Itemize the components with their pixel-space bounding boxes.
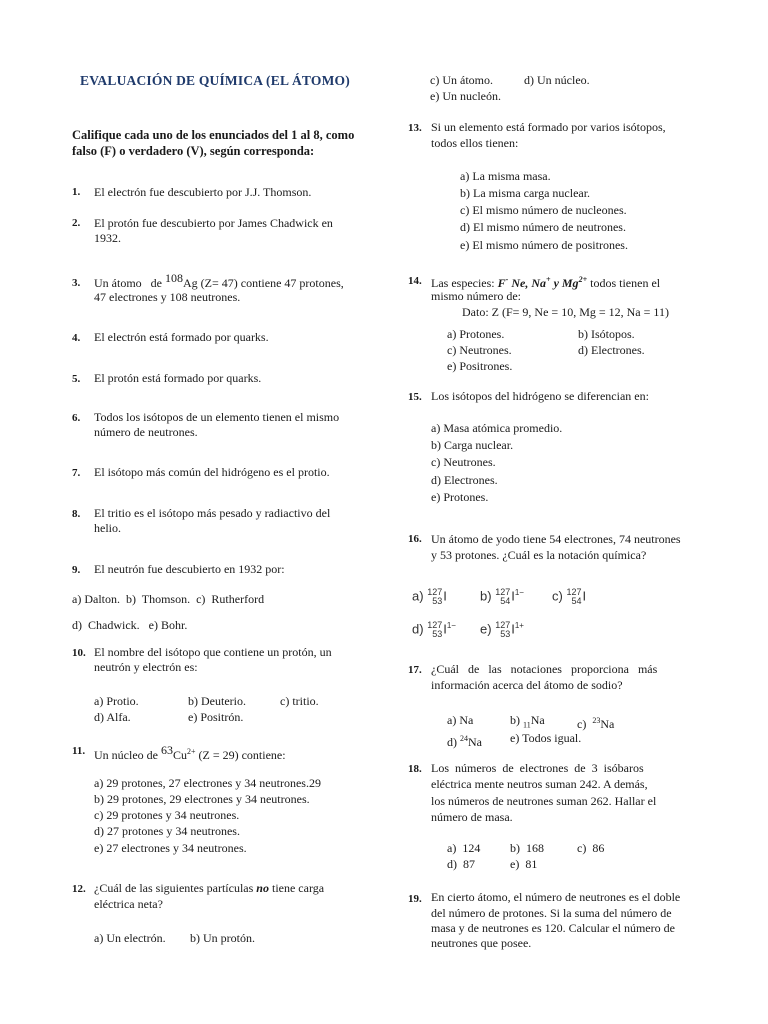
- question-text: 1932.: [94, 231, 121, 245]
- notation-option-d: d) 127 $53I^{1-}$: [412, 620, 456, 639]
- question-text: Un núcleo de $^{63}Cu^{2+}$ (Z = 29) contiene:: [94, 743, 286, 762]
- answer-option: a) Protio.: [94, 694, 139, 708]
- answer-option: d) 27 protones y 34 neutrones.: [94, 824, 240, 838]
- answer-option: c) El mismo número de nucleones.: [460, 203, 627, 217]
- question-text: 47 electrones y 108 neutrones.: [94, 290, 241, 304]
- question-number: 8.: [72, 508, 81, 520]
- question-text: ¿Cuál de las notaciones proporciona más: [431, 662, 658, 676]
- question-text: neutrón y electrón es:: [94, 660, 198, 674]
- question-text: y 53 protones. ¿Cuál es la notación química?: [431, 548, 647, 562]
- question-text: El electrón fue descubierto por J.J. Thomson.: [94, 185, 312, 199]
- question-text: Un átomo de $^{108}$Ag (Z= 47) contiene 47 protones,: [94, 271, 344, 290]
- question-number: 5.: [72, 373, 81, 385]
- question-text: Los números de electrones de 3 isóbaros: [431, 761, 644, 775]
- notation-option-b: b) 127 $54I^{1-}$: [480, 587, 524, 606]
- answer-option: a) Na: [447, 713, 474, 727]
- answer-option: e) Un nucleón.: [430, 89, 501, 103]
- answer-option: c) tritio.: [280, 694, 319, 708]
- question-text: El neutrón fue descubierto en 1932 por:: [94, 562, 285, 576]
- question-text: del número de protones. Si la suma del número de: [431, 906, 672, 920]
- question-text: El protón está formado por quarks.: [94, 371, 262, 385]
- question-text: Las especies: F- Ne, Na+ y $Mg^{2+}$ todos tienen el: [431, 275, 661, 290]
- answer-option: c) $^{23}$Na: [577, 716, 615, 731]
- question-text: todos ellos tienen:: [431, 136, 519, 150]
- answer-option: b) La misma carga nuclear.: [460, 186, 591, 200]
- question-text: información acerca del átomo de sodio?: [431, 678, 623, 692]
- question-number: 18.: [408, 763, 422, 775]
- question-text: neutrones que posee.: [431, 936, 532, 950]
- notation-option-e: e) 127 $53I^{1+}$: [480, 620, 524, 639]
- answer-option: e) Todos igual.: [510, 731, 582, 745]
- question-text: número de masa.: [431, 810, 513, 824]
- answer-option: b) 29 protones, 29 electrones y 34 neutrones.: [94, 792, 310, 806]
- answer-option: d) Un núcleo.: [524, 73, 590, 87]
- question-text: ¿Cuál de las siguientes partículas no tiene carga: [94, 881, 325, 895]
- question-text: Todos los isótopos de un elemento tienen el mismo: [94, 410, 340, 424]
- question-number: 2.: [72, 217, 81, 229]
- question-number: 4.: [72, 332, 81, 344]
- question-text: El electrón está formado por quarks.: [94, 330, 269, 344]
- question-text: helio.: [94, 521, 121, 535]
- answer-option: e) Protones.: [431, 490, 489, 504]
- answer-option: a) La misma masa.: [460, 169, 551, 183]
- question-number: 12.: [72, 883, 86, 895]
- question-text: eléctrica neta?: [94, 897, 163, 911]
- question-number: 15.: [408, 391, 422, 403]
- question-text: El protón fue descubierto por James Chadwick en: [94, 216, 333, 230]
- instructions: Califique cada uno de los enunciados del 1 al 8, como falso (F) o verdadero (V), según corresponda:: [72, 128, 355, 158]
- question-number: 17.: [408, 664, 422, 676]
- answer-option: e) El mismo número de positrones.: [460, 238, 628, 252]
- question-number: 6.: [72, 412, 81, 424]
- question-number: 9.: [72, 564, 81, 576]
- answer-option: c) 29 protones y 34 neutrones.: [94, 808, 240, 822]
- question-text: Un átomo de yodo tiene 54 electrones, 74 neutrones: [431, 532, 681, 546]
- answer-option: d) Electrones.: [578, 343, 645, 357]
- question-text: número de neutrones.: [94, 425, 198, 439]
- answer-option: a) Un electrón.: [94, 931, 166, 945]
- answer-option: a) 29 protones, 27 electrones y 34 neutrones.29: [94, 776, 321, 790]
- question-text: eléctrica mente neutros suman 242. A demás,: [431, 777, 648, 791]
- answer-option: a) Masa atómica promedio.: [431, 421, 563, 435]
- answer-option: d) 87: [447, 857, 475, 871]
- answer-option: b) 168: [510, 841, 544, 855]
- question-number: 14.: [408, 275, 422, 287]
- answer-options: d) Chadwick. e) Bohr.: [72, 618, 188, 632]
- answer-option: e) Positrones.: [447, 359, 513, 373]
- answer-option: d) El mismo número de neutrones.: [460, 220, 626, 234]
- question-text: mismo número de:: [431, 289, 521, 303]
- question-number: 11.: [72, 745, 86, 757]
- question-number: 1.: [72, 186, 81, 198]
- question-number: 10.: [72, 647, 86, 659]
- answer-option: c) Neutrones.: [431, 455, 496, 469]
- question-number: 7.: [72, 467, 81, 479]
- page-title: EVALUACIÓN DE QUÍMICA (EL ÁTOMO): [80, 73, 350, 88]
- answer-option: e) 27 electrones y 34 neutrones.: [94, 841, 247, 855]
- answer-option: c) Neutrones.: [447, 343, 512, 357]
- question-text: los números de neutrones suman 262. Hallar el: [431, 794, 657, 808]
- answer-option: d) $^{24}$Na: [447, 734, 482, 749]
- question-text: masa y de neutrones es 120. Calcular el número de: [431, 921, 675, 935]
- answer-option: b) Isótopos.: [578, 327, 635, 341]
- question-text: El tritio es el isótopo más pesado y radiactivo del: [94, 506, 331, 520]
- answer-option: e) Positrón.: [188, 710, 244, 724]
- answer-option: e) 81: [510, 857, 538, 871]
- answer-option: b) Deuterio.: [188, 694, 246, 708]
- answer-option: b) Un protón.: [190, 931, 255, 945]
- question-text: En cierto átomo, el número de neutrones es el doble: [431, 890, 681, 904]
- question-data: Dato: Z (F= 9, Ne = 10, Mg = 12, Na = 11): [462, 305, 669, 319]
- answer-options: a) Dalton. b) Thomson. c) Rutherford: [72, 592, 265, 606]
- answer-option: d) Electrones.: [431, 473, 498, 487]
- notation-option-a: a) 127 53I: [412, 587, 447, 606]
- question-number: 19.: [408, 893, 422, 905]
- question-text: Los isótopos del hidrógeno se diferencian en:: [431, 389, 649, 403]
- answer-option: a) Protones.: [447, 327, 505, 341]
- question-text: El isótopo más común del hidrógeno es el protio.: [94, 465, 330, 479]
- question-number: 13.: [408, 122, 422, 134]
- answer-option: c) Un átomo.: [430, 73, 493, 87]
- answer-option: d) Alfa.: [94, 710, 131, 724]
- question-text: El nombre del isótopo que contiene un protón, un: [94, 645, 332, 659]
- answer-option: c) 86: [577, 841, 605, 855]
- answer-option: a) 124: [447, 841, 481, 855]
- answer-option: b) $_{11}$Na: [510, 713, 545, 730]
- notation-option-c: c) 127 54I: [552, 587, 587, 606]
- question-number: 3.: [72, 277, 81, 289]
- answer-option: b) Carga nuclear.: [431, 438, 514, 452]
- question-text: Si un elemento está formado por varios isótopos,: [431, 120, 666, 134]
- question-number: 16.: [408, 533, 422, 545]
